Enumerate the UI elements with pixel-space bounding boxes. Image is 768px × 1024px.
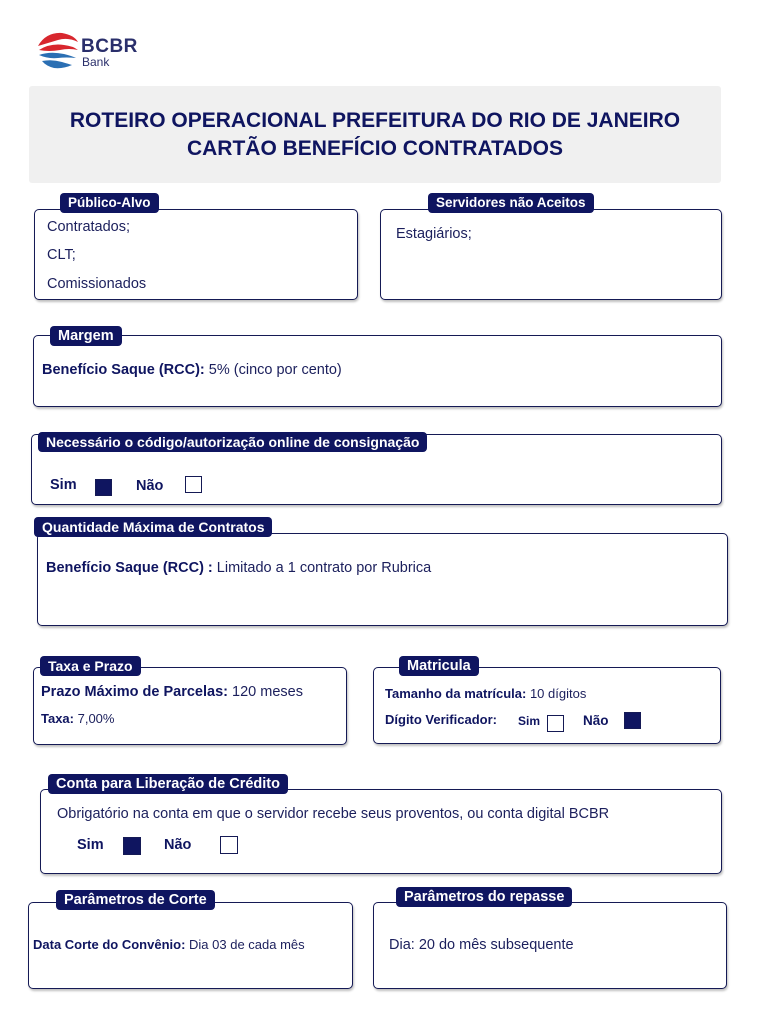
corte-label: Data Corte do Convênio:	[33, 937, 186, 952]
margem-line	[42, 362, 342, 378]
digito-nao-checkbox[interactable]	[624, 712, 641, 729]
logo-sub: Bank	[82, 55, 110, 69]
prazo-label: Prazo Máximo de Parcelas:	[41, 684, 228, 700]
logo-brand: BCBR	[81, 36, 138, 57]
quantidade-value: Limitado a 1 contrato por Rubrica	[212, 560, 432, 576]
publico-alvo-tag: Público-Alvo	[60, 193, 159, 213]
conta-nao-label: Não	[164, 837, 192, 853]
quantidade-label: Benefício Saque (RCC) :	[46, 560, 213, 576]
publico-item-2: CLT;	[47, 247, 76, 263]
digito-nao-label: Não	[583, 713, 609, 728]
servidores-box	[380, 209, 722, 300]
margem-value: 5% (cinco por cento)	[204, 362, 342, 378]
quantidade-tag: Quantidade Máxima de Contratos	[34, 517, 272, 537]
corte-value: Dia 03 de cada mês	[185, 937, 305, 952]
taxa-line	[41, 711, 114, 726]
header-line2: CARTÃO BENEFÍCIO CONTRATADOS	[186, 136, 564, 160]
matricula-box	[373, 667, 721, 744]
repasse-tag: Parâmetros do repasse	[396, 887, 572, 907]
bcbr-logo-icon	[36, 28, 80, 72]
margem-tag: Margem	[50, 326, 122, 346]
margem-label: Benefício Saque (RCC):	[42, 362, 205, 378]
conta-nao-checkbox[interactable]	[220, 836, 238, 854]
corte-line	[33, 937, 305, 952]
codigo-sim-label: Sim	[50, 477, 77, 493]
prazo-line	[41, 684, 303, 700]
servidores-tag: Servidores não Aceitos	[428, 193, 594, 213]
tamanho-line	[385, 686, 586, 701]
taxa-value: 7,00%	[74, 711, 115, 726]
conta-sim-label: Sim	[77, 837, 104, 853]
quantidade-box	[37, 533, 728, 626]
conta-tag: Conta para Liberação de Crédito	[48, 774, 288, 794]
digito-sim-checkbox[interactable]	[547, 715, 564, 732]
bcbr-logo	[36, 28, 146, 72]
quantidade-line	[46, 560, 431, 576]
servidores-item-1: Estagiários;	[396, 226, 472, 242]
matricula-tag: Matricula	[399, 656, 479, 676]
taxa-box	[33, 667, 347, 745]
prazo-value: 120 meses	[227, 684, 303, 700]
codigo-nao-label: Não	[136, 478, 164, 494]
publico-item-1: Contratados;	[47, 219, 131, 235]
taxa-tag: Taxa e Prazo	[40, 656, 141, 676]
conta-sim-checkbox[interactable]	[123, 837, 141, 855]
publico-item-3: Comissionados	[47, 276, 147, 292]
codigo-nao-checkbox[interactable]	[185, 476, 202, 493]
digito-sim-label: Sim	[518, 714, 541, 728]
document-header	[29, 86, 721, 183]
tamanho-value: 10 dígitos	[526, 686, 587, 701]
codigo-sim-checkbox[interactable]	[95, 479, 112, 496]
header-line1: ROTEIRO OPERACIONAL PREFEITURA DO RIO DE JANEIRO	[69, 108, 681, 132]
digito-label: Dígito Verificador:	[385, 712, 497, 727]
corte-tag: Parâmetros de Corte	[56, 890, 215, 910]
conta-text: Obrigatório na conta em que o servidor recebe seus proventos, ou conta digital BCBR	[57, 806, 610, 822]
taxa-label: Taxa:	[41, 711, 74, 726]
tamanho-label: Tamanho da matrícula:	[385, 686, 527, 701]
repasse-text: Dia: 20 do mês subsequente	[389, 937, 574, 953]
conta-box	[40, 789, 722, 874]
codigo-tag: Necessário o código/autorização online de consignação	[38, 432, 427, 452]
